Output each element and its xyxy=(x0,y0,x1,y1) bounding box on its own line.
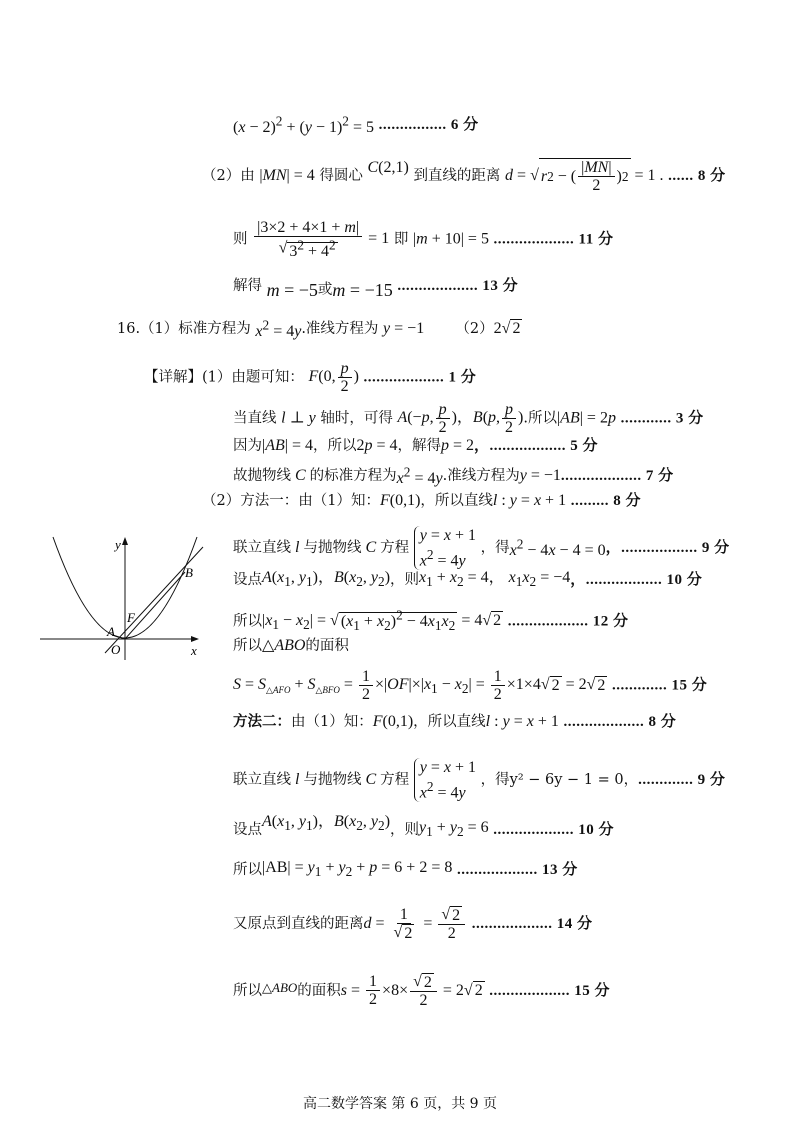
line-detail-1 xyxy=(144,360,476,395)
segment-oa-ob xyxy=(125,572,185,639)
points-13: ................... 13 分 xyxy=(397,278,519,294)
math-system-2: y = x + 1 $x^2 = 4y$ xyxy=(414,758,476,802)
text-origin-distance: 又原点到直线的距离 xyxy=(233,915,364,932)
text-area-2: 的面积 xyxy=(297,982,341,999)
label-o: O xyxy=(111,642,121,657)
points-3: ............ 3 分 xyxy=(620,410,704,427)
math-line-l: l : y = x + 1 xyxy=(492,492,567,509)
text-equation: 方程 xyxy=(380,540,410,557)
text-set-points: 设点 xyxy=(233,572,262,589)
math-triangle-abo: △ABO xyxy=(262,637,306,654)
text-and-parabola: 与抛物线 xyxy=(303,540,362,557)
points-15a: ............. 15 分 xyxy=(612,677,708,694)
text-detail-tag: 【详解】(1）由题可知： xyxy=(144,369,304,386)
points-12: ................... 12 分 xyxy=(507,613,629,630)
math-f01: F(0,1) xyxy=(379,492,421,509)
page-footer: 高二数学答案 第 6 页，共 9 页 xyxy=(302,1096,498,1112)
math-c-3: C xyxy=(365,771,377,789)
text-then: 则 xyxy=(233,231,248,248)
text-method1: （2）方法一：由（1）知： xyxy=(202,493,380,509)
text-from-1: 由（1）知： xyxy=(291,714,373,730)
line-m1-points xyxy=(233,568,702,592)
line-m1-diff xyxy=(233,606,629,637)
text-set-points-2: 设点 xyxy=(233,822,262,839)
text-so-6: 所以 xyxy=(233,982,262,999)
text-then-2: ，则 xyxy=(390,572,420,589)
text-area: 的面积 xyxy=(305,638,349,654)
line-detail-2 xyxy=(233,401,704,436)
line-m1-area xyxy=(233,668,707,703)
math-a-b-coords-2: $A(x_1$, $y_1$)，$B(x_2$, $y_2$) xyxy=(262,813,391,834)
text-so-line: ，所以直线 xyxy=(420,493,493,509)
text-so: .所以 xyxy=(523,410,557,427)
math-d-value: d = $\frac{1}{√ 2}$ = $\frac{√ 2}{2}$ xyxy=(364,915,468,932)
line-circle-equation xyxy=(233,112,479,138)
math-l: l xyxy=(295,539,300,557)
text-standard-eq: 的标准方程为 xyxy=(309,468,397,485)
math-ab-4: |AB| = 4 xyxy=(262,437,313,454)
math-points-ab: A(−p, $\frac{p}{2}$ )，B(p, $\frac{p}{2}$ ) xyxy=(397,401,524,436)
math-p-2: p = 2 xyxy=(441,437,475,454)
text-and-parabola-2: 与抛物线 xyxy=(303,772,362,789)
math-center-c: C(2,1) xyxy=(367,159,409,176)
math-area-formula: $S = S_{\triangle AFO} + S_{\triangle BFO}$ = $\frac{1}{2}$ $\times|OF|\times|x_1 - x_2|$ = $\frac{1}{2}$ ×1×4√ 2 = 2√ 2 xyxy=(233,668,606,703)
math-line-l-2: l : y = x + 1 xyxy=(485,713,559,730)
text-so-4: 所以 xyxy=(233,638,262,654)
text-directrix-2: .准线方程为 xyxy=(442,468,520,485)
math-system: y = x + 1 $x^2 = 4y$ xyxy=(414,526,476,570)
text-then-3: ，则 xyxy=(390,822,420,839)
text-or: 或 xyxy=(317,282,333,298)
points-10: ，.................. 10 分 xyxy=(570,572,703,589)
math-c: C xyxy=(295,467,306,485)
text-solve: 解得 xyxy=(233,278,262,294)
math-m-minus-15: m = −15 xyxy=(332,280,393,300)
text-quadratic-y: ，得y² − 6y − 1 = 0， xyxy=(480,772,639,789)
text-so-3: 所以 xyxy=(233,613,262,630)
math-parabola-2: $x^2 = 4y$ xyxy=(396,465,443,488)
line-distance xyxy=(202,158,726,194)
line-m1-system xyxy=(233,526,730,570)
x-axis-arrow xyxy=(191,636,199,642)
y-axis-arrow xyxy=(122,537,128,545)
text-q16-part2: （2） xyxy=(455,321,494,338)
line-m2-system xyxy=(233,758,725,802)
label-a: A xyxy=(107,624,115,639)
math-abs-m-plus-10: |m + 10| = 5 xyxy=(412,230,489,248)
text-join-line: 联立直线 xyxy=(233,540,291,557)
points-8: ...... 8 分 xyxy=(668,168,726,184)
points-11: ................... 11 分 xyxy=(493,231,614,248)
math-x-diff: $|x_1 - x_2|$ = √ $(x_1 + x_2)^2 - 4x_1x_2 = 4√$ 2 xyxy=(262,608,502,634)
line-detail-4 xyxy=(233,463,674,489)
points-9: ，.................. 9 分 xyxy=(605,540,730,557)
points-6: ................ 6 分 xyxy=(378,117,479,134)
text-equation-2: 方程 xyxy=(380,772,410,789)
math-triangle-abo-2: △ABO xyxy=(262,979,298,995)
line-q16-answer xyxy=(117,316,522,342)
points-1: ................... 1 分 xyxy=(363,369,477,386)
math-2p-4: 2p = 4 xyxy=(356,437,398,454)
text-so-5: 所以 xyxy=(233,862,262,879)
line-detail-3 xyxy=(233,436,598,456)
text-directrix: .准线方程为 xyxy=(301,321,379,338)
line-m2-ab xyxy=(233,858,578,882)
points-15b: ................... 15 分 xyxy=(489,982,611,999)
text-get: ，得 xyxy=(480,540,510,557)
line-method1 xyxy=(202,491,641,511)
math-l-2: l xyxy=(295,771,300,789)
math-2-sqrt-2: 2√ 2 xyxy=(493,320,521,338)
points-7: ................... 7 分 xyxy=(560,468,674,485)
math-y-minus-1-b: y = −1 xyxy=(519,467,561,485)
text-part2-prefix: （2）由 xyxy=(202,168,255,184)
math-m-minus-5: m = −5 xyxy=(266,280,318,300)
math-c-2: C xyxy=(365,539,377,557)
parabola-figure xyxy=(35,535,215,665)
label-x: x xyxy=(191,643,197,658)
text-i-e: 即 xyxy=(393,231,409,248)
math-focus: F(0, $\frac{p}{2}$ ) xyxy=(308,360,359,395)
math-quadratic: $x^2 - 4x - 4 = 0$ xyxy=(509,536,606,560)
text-so-2: ，所以 xyxy=(312,438,357,454)
math-point-line-fraction: $\frac{|3\times 2 + 4\times 1 + m|}{√ 3^2 + 4^2}$ = 1 xyxy=(252,230,389,247)
math-circle-equation: $(x - 2)^2 + (y - 1)^2 = 5$ xyxy=(233,114,374,137)
text-method2-bold: 方法二： xyxy=(233,713,291,730)
label-f: F xyxy=(127,610,135,625)
text-join-line-2: 联立直线 xyxy=(233,772,291,789)
text-because: 因为 xyxy=(233,438,262,454)
math-ab-length: $|AB| = y_1 + y_2 + p = 6 + 2 = 8$ xyxy=(262,859,453,880)
line-solve-m xyxy=(233,276,519,300)
text-center: 得圆心 xyxy=(319,168,363,184)
points-8b: ................... 8 分 xyxy=(563,714,677,730)
math-vieta: $x_1 + x_2 = 4$， $x_1x_2 = -4$ xyxy=(419,569,571,590)
text-solve-2: ，解得 xyxy=(397,438,442,454)
text-axis-get: 轴时，可得 xyxy=(320,410,393,427)
text-q16-label: 16.（1）标准方程为 xyxy=(117,321,251,338)
line-m2-points xyxy=(233,813,615,842)
label-y: y xyxy=(115,537,121,552)
label-b: B xyxy=(185,565,193,580)
line-m2-distance xyxy=(233,906,593,942)
points-13b: ................... 13 分 xyxy=(456,862,578,879)
math-a-b-coords: $A(x_1$, $y_1$)，$B(x_2$, $y_2$) xyxy=(262,569,391,590)
math-l-perp-y: l ⊥ y xyxy=(281,409,316,427)
math-ab-2p: |AB| = 2p xyxy=(556,409,616,427)
line-method2 xyxy=(233,712,676,732)
math-y-sum: $y_1 + y_2 = 6$ xyxy=(419,819,489,840)
points-9b: ............. 9 分 xyxy=(638,772,726,789)
text-distance-to-line: 到直线的距离 xyxy=(413,168,501,184)
math-distance-formula: d = √ r 2 − ( $\frac{|MN|}{2}$ ) 2 = 1 . xyxy=(505,159,664,194)
text-when-line: 当直线 xyxy=(233,410,277,427)
math-f01-b: F(0,1) xyxy=(372,713,414,730)
points-8a: ......... 8 分 xyxy=(570,493,641,509)
math-parabola: $x^2 = 4y$ xyxy=(255,318,302,341)
line-m2-area xyxy=(233,973,610,1009)
line-point-line-distance xyxy=(233,219,613,260)
line-m1-area-label xyxy=(233,636,349,656)
text-parabola: 故抛物线 xyxy=(233,468,291,485)
math-area-2: s = $\frac{1}{2}$ ×8× $\frac{√ 2}{2}$ = 2√ 2 xyxy=(340,973,483,1009)
points-14: ................... 14 分 xyxy=(471,915,593,932)
math-mn-4: |MN| = 4 xyxy=(259,167,315,184)
math-y-minus-1: y = −1 xyxy=(383,320,425,338)
text-so-line-2: ，所以直线 xyxy=(413,714,486,730)
points-10b: ................... 10 分 xyxy=(493,822,615,839)
points-5: ，.................. 5 分 xyxy=(474,438,599,454)
